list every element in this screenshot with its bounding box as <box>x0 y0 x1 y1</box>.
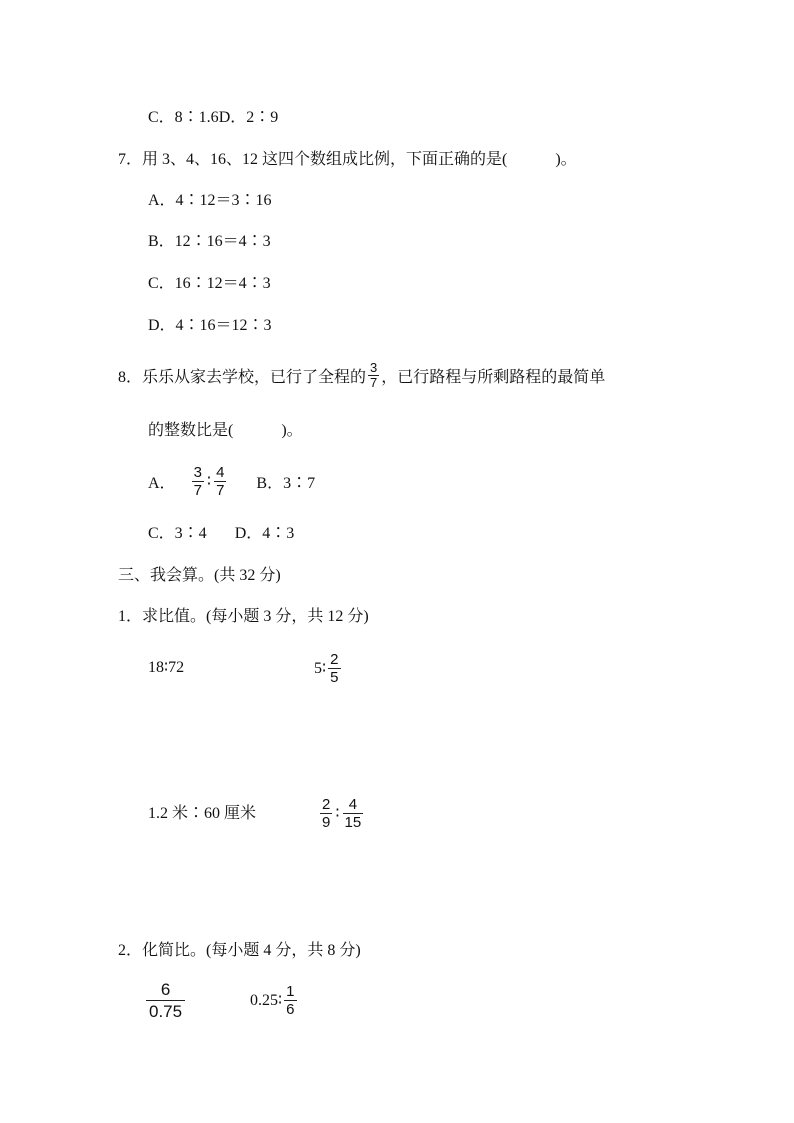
sub2-problem-2-left: 0.25∶ <box>250 992 283 1009</box>
fraction-denominator: 0.75 <box>146 1000 185 1022</box>
sub2-problem-2-fraction <box>284 983 296 1018</box>
sub2-problem-1-fraction <box>146 979 185 1022</box>
q8-stem-fraction <box>368 361 379 390</box>
section3-sub2-heading: 2．化简比。(每小题 4 分，共 8 分) <box>118 942 361 959</box>
q6-option-c: C．8∶1.6 <box>148 109 219 126</box>
fraction-numerator: 2 <box>322 795 331 813</box>
q8-options-row1 <box>148 458 315 504</box>
q8-stem-line1 <box>118 352 605 398</box>
q7-stem: 7．用 3、4、16、12 这四个数组成比例，下面正确的是( )。 <box>118 151 577 168</box>
q8-options-row2 <box>148 524 294 544</box>
fraction-numerator: 4 <box>216 463 225 481</box>
sub1-problem-4-fraction-2 <box>343 796 364 831</box>
q7-option-d: D．4∶16＝12∶3 <box>148 317 272 334</box>
q8-stem-line2: 的整数比是( )。 <box>148 422 303 439</box>
q8-option-a-label: A． <box>148 474 176 492</box>
q6-options-row <box>148 108 278 128</box>
q8-option-a-fraction-1 <box>192 464 204 499</box>
sub1-problem-2-fraction <box>328 651 340 686</box>
fraction-denominator: 6 <box>286 1000 295 1018</box>
q8-stem-after: ，已行路程与所剩路程的最简单 <box>381 368 606 386</box>
fraction-denominator: 15 <box>344 813 362 831</box>
q7-option-b: B．12∶16＝4∶3 <box>148 233 271 250</box>
q8-option-a-fraction-2 <box>214 464 226 499</box>
q8-stem-before: 8．乐乐从家去学校，已行了全程的 <box>118 368 367 386</box>
section3-sub1-heading: 1．求比值。(每小题 3 分，共 12 分) <box>118 608 369 625</box>
sub1-problem-1: 18∶72 <box>148 659 185 676</box>
q7-option-c: C．16∶12＝4∶3 <box>148 275 271 292</box>
sub1-problem-4 <box>318 790 365 836</box>
q7-option-a: A．4∶12＝3∶16 <box>148 192 272 209</box>
sub2-problem-2 <box>250 977 299 1023</box>
fraction-denominator: 9 <box>322 813 331 831</box>
fraction-denominator: 7 <box>370 374 378 390</box>
fraction-numerator: 6 <box>160 979 171 999</box>
q6-option-d: D．2∶9 <box>218 109 279 126</box>
fraction-numerator: 4 <box>348 795 358 813</box>
fraction-numerator: 1 <box>286 982 295 1000</box>
q8-option-c: C．3∶4 <box>148 525 207 542</box>
fraction-numerator: 2 <box>330 650 339 668</box>
sub1-problem-2-left: 5∶ <box>314 660 327 677</box>
sub1-problem-2 <box>314 645 343 691</box>
section3-heading: 三、我会算。(共 32 分) <box>118 567 281 584</box>
sub1-problem-3: 1.2 米∶60 厘米 <box>148 805 257 822</box>
fraction-denominator: 7 <box>216 481 225 499</box>
ratio-colon: ∶ <box>335 805 340 822</box>
ratio-colon: ∶ <box>206 473 212 490</box>
fraction-numerator: 3 <box>193 463 202 481</box>
sub1-problem-4-fraction-1 <box>320 796 332 831</box>
q8-option-d: D．4∶3 <box>234 525 295 542</box>
sub2-problem-1 <box>144 975 187 1025</box>
q8-option-b: B．3∶7 <box>256 474 316 492</box>
fraction-denominator: 7 <box>193 481 202 499</box>
fraction-numerator: 3 <box>370 359 378 375</box>
fraction-denominator: 5 <box>330 668 339 686</box>
